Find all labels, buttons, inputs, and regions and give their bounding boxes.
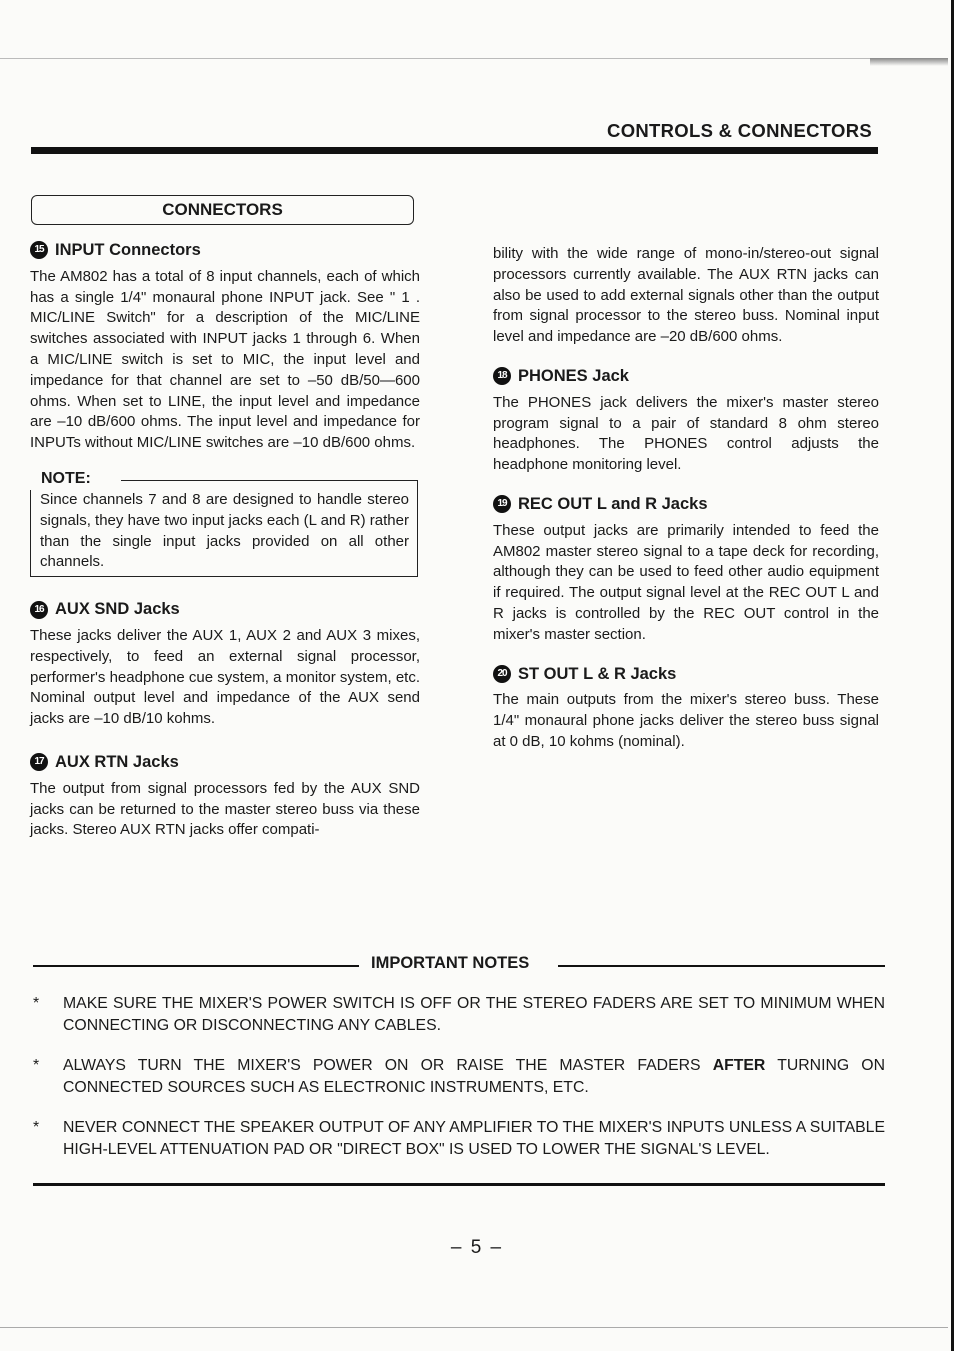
left-column xyxy=(30,240,420,841)
item-number-badge: 20 xyxy=(493,665,511,683)
list-item xyxy=(33,993,885,1037)
list-item-text: ALWAYS TURN THE MIXER'S POWER ON OR RAISE THE MASTER FADERS xyxy=(63,1057,713,1074)
bottom-rule xyxy=(33,1183,885,1186)
bullet-star: * xyxy=(33,1057,40,1074)
bullet-star: * xyxy=(33,1119,40,1136)
list-item xyxy=(33,1055,885,1099)
section-title: CONNECTORS xyxy=(31,195,414,225)
list-item-text: TURNING ON CONNECTED SOURCES SUCH AS ELECTRONIC INSTRUMENTS, ETC. xyxy=(63,1057,885,1096)
rec-out-text: These output jacks are primarily intended to feed the AM802 master stereo signal to a tape deck for recording, although they can be used to feed other audio equipment if required. The output signal level at the REC OUT L and R jacks is controlled by the REC OUT control in the mixer's master section. xyxy=(493,521,879,643)
emphasis-after: AFTER xyxy=(712,1057,766,1074)
phones-heading xyxy=(493,366,879,387)
aux-rtn-text: The output from signal processors fed by the AUX SND jacks can be returned to the master stereo buss via these jacks. Stereo AUX RTN jacks offer compati- xyxy=(30,779,420,839)
right-column xyxy=(493,244,879,753)
header-rule xyxy=(31,147,878,154)
aux-rtn-heading xyxy=(30,752,420,773)
st-out-text: The main outputs from the mixer's stereo buss. These 1/4" monaural phone jacks deliver the stereo buss signal at 0 dB, 10 kohms (nominal). xyxy=(493,691,879,750)
important-notes-header xyxy=(33,954,885,976)
heading-text: AUX RTN Jacks xyxy=(55,752,179,771)
bottom-edge-line xyxy=(0,1327,948,1328)
note-text: Since channels 7 and 8 are designed to handle stereo signals, they have two input jacks each (L and R) rather than the single input jacks provided on all other channels. xyxy=(40,490,409,571)
item-number-badge: 17 xyxy=(30,753,48,771)
important-notes-list xyxy=(33,993,885,1179)
heading-text: PHONES Jack xyxy=(518,366,629,385)
top-shadow xyxy=(870,58,948,66)
bullet-star: * xyxy=(33,995,40,1012)
aux-snd-text: These jacks deliver the AUX 1, AUX 2 and AUX 3 mixes, respectively, to feed an external signal processor, performer's headphone cue system, a monitor system, etc. Nominal output level and impedance of the AUX send jacks are –10 dB/10 kohms. xyxy=(30,626,420,728)
note-title: NOTE: xyxy=(29,469,105,490)
page-number: – 5 – xyxy=(450,1237,504,1258)
note-box xyxy=(30,469,418,577)
input-connectors-text: The AM802 has a total of 8 input channels, each of which has a single 1/4" monaural phone INPUT jack. See " 1 . MIC/LINE Switch" for a description of the MIC/LINE switches associated with INPUT jacks 1 through 6. When a MIC/LINE switch is set to MIC, the input level and impedance for that channel are set to –50 dB/50—600 ohms. When set to LINE, the input level and impedance are –10 dB/600 ohms. The input level and impedance for INPUTs without MIC/LINE switches are –10 dB/600 ohms. xyxy=(30,267,420,452)
item-number-badge: 18 xyxy=(493,367,511,385)
heading-text: ST OUT L & R Jacks xyxy=(518,664,677,683)
list-item xyxy=(33,1117,885,1161)
aux-snd-heading xyxy=(30,599,420,620)
page-header-title: CONTROLS & CONNECTORS xyxy=(607,120,872,141)
phones-text: The PHONES jack delivers the mixer's master stereo program signal to a pair of standard 8 ohm stereo headphones. The PHONES control adjusts the headphone monitoring level. xyxy=(493,393,879,474)
heading-text: AUX SND Jacks xyxy=(55,600,180,619)
heading-text: INPUT Connectors xyxy=(55,241,201,259)
item-number-badge: 19 xyxy=(493,495,511,513)
item-number-badge: 16 xyxy=(30,601,48,619)
heading-text: REC OUT L and R Jacks xyxy=(518,494,708,513)
rec-out-heading xyxy=(493,494,879,515)
st-out-heading xyxy=(493,664,879,685)
aux-rtn-continued-text: bility with the wide range of mono-in/stereo-out signal processors currently available. The AUX RTN jacks can also be used to add external signals other than the output from signal processor to the stereo buss. Nominal input level and impedance are –20 dB/600 ohms. xyxy=(493,245,879,346)
list-item-text: NEVER CONNECT THE SPEAKER OUTPUT OF ANY AMPLIFIER TO THE MIXER'S INPUTS UNLESS A SUITABLE HIGH-LEVEL ATTENUATION PAD OR "DIRECT BOX" IS USED TO LOWER THE SIGNAL'S LEVEL. xyxy=(63,1119,885,1158)
important-notes-title: IMPORTANT NOTES xyxy=(371,954,530,972)
list-item-text: MAKE SURE THE MIXER'S POWER SWITCH IS OFF OR THE STEREO FADERS ARE SET TO MINIMUM WHEN CONNECTING OR DISCONNECTING ANY CABLES. xyxy=(63,995,885,1034)
top-rule xyxy=(0,58,948,59)
input-connectors-heading xyxy=(30,240,420,261)
item-number-badge: 15 xyxy=(30,241,48,259)
